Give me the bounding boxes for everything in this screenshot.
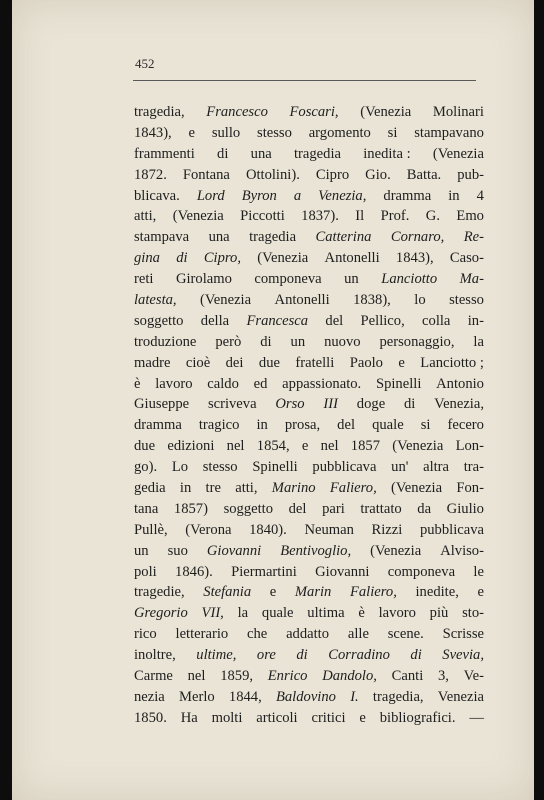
word: in: [256, 417, 268, 434]
text-line: [134, 478, 484, 499]
text-line: [134, 186, 484, 207]
word: 1846).: [175, 563, 213, 580]
word: Piermartini: [231, 563, 297, 580]
text-line: [134, 436, 484, 457]
word: stesso: [449, 292, 484, 309]
word: (Venezia: [392, 438, 444, 455]
word: 1857: [350, 438, 380, 455]
word: ultime,: [196, 647, 237, 664]
word: nel: [320, 438, 339, 455]
word: Spinelli: [252, 459, 298, 476]
word: Ottolini).: [245, 166, 300, 183]
word: Spinelli: [375, 375, 422, 392]
word: Antonelli: [324, 250, 380, 267]
word: sullo: [211, 124, 241, 141]
word: lavoro: [378, 605, 416, 622]
word: pub-: [457, 166, 484, 183]
word: molti: [211, 709, 243, 726]
word: un: [344, 271, 359, 288]
word: frammenti: [134, 145, 195, 162]
word: Catterina: [315, 229, 372, 246]
word: (Venezia: [360, 104, 412, 120]
word: ultima: [307, 605, 345, 622]
text-line: [134, 102, 484, 123]
word: (Venezia: [370, 542, 422, 559]
word: Lord: [196, 187, 225, 204]
word: 1850.: [134, 709, 167, 726]
word: reti: [134, 271, 154, 288]
word: pari: [322, 500, 345, 517]
text-line: [134, 687, 484, 708]
word: tragedia,: [372, 688, 424, 705]
word: di: [176, 250, 188, 267]
word: è: [358, 605, 365, 622]
word: Francesco: [206, 104, 268, 120]
word: trattato: [360, 500, 402, 517]
word: si: [387, 124, 398, 141]
word: Caso-: [449, 250, 484, 267]
word: Dandolo,: [322, 668, 377, 685]
word: è: [134, 375, 141, 392]
word: fratelli: [295, 354, 335, 371]
text-line: [134, 353, 484, 374]
word: Il: [355, 208, 365, 225]
word: stesso: [257, 124, 292, 141]
word: Orso: [275, 396, 305, 413]
word: gina: [134, 250, 160, 267]
word: stampava: [134, 229, 190, 246]
word: pubblicava: [312, 459, 377, 476]
word: personaggio,: [379, 333, 455, 350]
word: argomento: [308, 124, 371, 141]
word: prosa,: [284, 417, 321, 434]
word: (Venezia: [391, 480, 443, 497]
text-line: [134, 332, 484, 353]
text-line: [134, 144, 484, 165]
header-rule: [133, 80, 476, 81]
word: lo: [414, 292, 426, 309]
word: Baldovino: [275, 688, 336, 705]
word: Byron: [241, 187, 277, 204]
word: Faliero,: [329, 480, 377, 497]
text-line: [134, 374, 484, 395]
word: Venezia,: [434, 396, 484, 413]
word: atti,: [235, 480, 258, 497]
word: di: [403, 396, 416, 413]
word: (Venezia: [172, 208, 224, 225]
word: più: [429, 605, 449, 622]
word: a: [293, 187, 302, 204]
word: e: [477, 584, 484, 601]
word: doge: [356, 396, 386, 413]
word: in-: [467, 312, 484, 329]
word: Merlo: [179, 688, 215, 705]
word: addatto: [286, 626, 330, 643]
word: 1857): [173, 500, 208, 517]
word: inedita :: [363, 145, 411, 162]
word: alle: [347, 626, 369, 643]
word: Gregorio: [134, 605, 188, 622]
word: (Venezia: [432, 145, 484, 162]
word: Ma-: [459, 271, 484, 288]
word: Ve-: [463, 668, 484, 685]
word: Fontana: [182, 166, 230, 183]
word: Svevia,: [442, 647, 484, 664]
word: Emo: [456, 208, 484, 225]
word: tragedia: [293, 145, 341, 162]
word: inedite,: [415, 584, 459, 601]
word: la: [237, 605, 249, 622]
word: Fon-: [456, 480, 484, 497]
word: di: [260, 333, 272, 350]
word: stesso: [202, 459, 238, 476]
text-line: [134, 603, 484, 624]
word: componeva: [254, 271, 322, 288]
word: Antonio: [436, 375, 484, 392]
word: stampavano: [414, 124, 484, 141]
word: del: [325, 312, 344, 329]
word: Giovanni: [206, 542, 262, 559]
word: Re-: [463, 229, 484, 246]
body-text: [134, 102, 484, 729]
word: 1872.: [134, 166, 167, 183]
word: Giovanni: [315, 563, 370, 580]
word: Pullè,: [134, 521, 168, 538]
book-page: [12, 0, 534, 800]
word: del: [288, 500, 307, 517]
text-line: [134, 624, 484, 645]
text-line: [134, 248, 484, 269]
word: ore: [256, 647, 276, 664]
word: Venezia: [437, 688, 484, 705]
word: di: [296, 647, 308, 664]
word: soggetto: [134, 312, 184, 329]
word: Alviso-: [440, 542, 484, 559]
word: I.: [350, 688, 359, 705]
word: quale: [372, 417, 404, 434]
word: sto-: [462, 605, 484, 622]
word: lavoro: [155, 375, 193, 392]
text-line: [134, 165, 484, 186]
word: madre: [134, 354, 171, 371]
word: del: [337, 417, 356, 434]
word: nel: [226, 438, 245, 455]
word: Marin: [294, 584, 332, 601]
word: Canti: [391, 668, 424, 685]
word: articoli: [256, 709, 298, 726]
word: Rizzi: [371, 521, 403, 538]
word: e: [359, 709, 366, 726]
word: —: [469, 709, 484, 726]
word: (Venezia: [200, 292, 252, 309]
word: suo: [167, 542, 188, 559]
word: Carme: [134, 668, 173, 685]
word: Faliero,: [349, 584, 397, 601]
word: un': [391, 459, 409, 476]
word: edizioni: [167, 438, 215, 455]
word: 1859,: [220, 668, 254, 685]
word: troduzione: [134, 333, 197, 350]
word: tra-: [463, 459, 484, 476]
word: componeva: [387, 563, 456, 580]
word: dramma: [383, 187, 432, 204]
word: Lon-: [455, 438, 484, 455]
word: rico: [134, 626, 157, 643]
text-line: [134, 708, 484, 729]
word: Prof.: [380, 208, 410, 225]
word: Batta.: [406, 166, 442, 183]
word: in: [448, 187, 460, 204]
word: 1840).: [249, 521, 287, 538]
word: tragedia: [249, 229, 297, 246]
word: due: [258, 354, 280, 371]
word: Pellico,: [360, 312, 405, 329]
text-line: [134, 520, 484, 541]
word: 1843),: [395, 250, 434, 267]
word: Lanciotto: [381, 271, 438, 288]
word: di: [217, 145, 229, 162]
word: III: [323, 396, 338, 413]
word: e: [269, 584, 277, 601]
word: Venezia,: [318, 187, 367, 204]
text-line: [134, 415, 484, 436]
word: Lanciotto ;: [420, 354, 484, 371]
word: altra: [423, 459, 450, 476]
text-line: [134, 311, 484, 332]
word: Francesca: [246, 312, 309, 329]
word: si: [420, 417, 431, 434]
text-line: [134, 123, 484, 144]
word: Girolamo: [175, 271, 232, 288]
word: appassionato.: [282, 375, 362, 392]
word: Cipro: [315, 166, 350, 183]
word: scene.: [387, 626, 424, 643]
word: soggetto: [223, 500, 274, 517]
word: 1854,: [256, 438, 290, 455]
text-line: [134, 562, 484, 583]
word: tre: [205, 480, 221, 497]
word: nuovo: [324, 333, 361, 350]
word: Marino: [271, 480, 316, 497]
word: Enrico: [267, 668, 308, 685]
word: Scrisse: [442, 626, 484, 643]
word: della: [200, 312, 230, 329]
word: inoltre,: [134, 647, 176, 664]
word: Giulio: [446, 500, 484, 517]
word: Antonelli: [274, 292, 330, 309]
word: e: [398, 354, 405, 371]
page-number: 452: [135, 56, 155, 71]
word: quale: [261, 605, 294, 622]
word: fecero: [447, 417, 484, 434]
text-line: [134, 457, 484, 478]
word: 1844,: [228, 688, 262, 705]
word: ed: [253, 375, 268, 392]
text-line: [134, 541, 484, 562]
word: dramma: [134, 417, 182, 434]
text-line: [134, 666, 484, 687]
word: 3,: [438, 668, 449, 685]
text-line: [134, 290, 484, 311]
word: Foscari,: [289, 104, 339, 120]
word: Giuseppe: [134, 396, 190, 413]
word: blicava.: [134, 187, 180, 204]
word: che: [247, 626, 268, 643]
word: latesta,: [134, 292, 177, 309]
word: tragico: [198, 417, 240, 434]
word: scriveva: [207, 396, 257, 413]
word: però: [215, 333, 242, 350]
word: 1838),: [353, 292, 391, 309]
word: poli: [134, 563, 157, 580]
word: gedia: [134, 480, 166, 497]
text-line: [134, 227, 484, 248]
word: le: [473, 563, 484, 580]
word: (Verona: [185, 521, 232, 538]
word: una: [250, 145, 272, 162]
word: Piccotti: [240, 208, 285, 225]
word: nel: [187, 668, 206, 685]
word: tana: [134, 500, 159, 517]
word: go).: [134, 459, 158, 476]
word: da: [417, 500, 432, 517]
text-line: [134, 499, 484, 520]
word: e: [301, 438, 309, 455]
word: Paolo: [349, 354, 383, 371]
word: 1843),: [134, 124, 172, 141]
word: critici: [311, 709, 346, 726]
word: due: [134, 438, 156, 455]
word: tragedia,: [134, 104, 185, 120]
word: di: [410, 647, 422, 664]
word: un: [134, 542, 149, 559]
word: tragedie,: [134, 584, 185, 601]
word: cioè: [185, 354, 211, 371]
word: un: [290, 333, 306, 350]
word: Cornaro,: [390, 229, 445, 246]
word: la: [473, 333, 484, 350]
word: pubblicava: [419, 521, 484, 538]
word: 1837).: [301, 208, 339, 225]
word: in: [179, 480, 192, 497]
text-line: [134, 269, 484, 290]
word: Lo: [171, 459, 189, 476]
word: Stefania: [203, 584, 252, 601]
text-line: [134, 394, 484, 415]
word: G.: [425, 208, 440, 225]
text-line: [134, 645, 484, 666]
word: caldo: [207, 375, 239, 392]
word: nezia: [134, 688, 165, 705]
word: dei: [225, 354, 244, 371]
word: colla: [422, 312, 451, 329]
word: Corradino: [328, 647, 390, 664]
word: bibliografici.: [379, 709, 456, 726]
word: Molinari: [432, 104, 484, 120]
text-line: [134, 206, 484, 227]
word: Cipro,: [203, 250, 241, 267]
word: letterario: [175, 626, 229, 643]
word: atti,: [134, 208, 157, 225]
word: VII,: [201, 605, 224, 622]
word: Neuman: [304, 521, 354, 538]
word: una: [208, 229, 230, 246]
text-line: [134, 582, 484, 603]
word: e: [188, 124, 195, 141]
word: Gio.: [365, 166, 391, 183]
word: Bentivoglio,: [280, 542, 352, 559]
word: 4: [476, 187, 484, 204]
word: (Venezia: [257, 250, 309, 267]
word: Ha: [180, 709, 198, 726]
